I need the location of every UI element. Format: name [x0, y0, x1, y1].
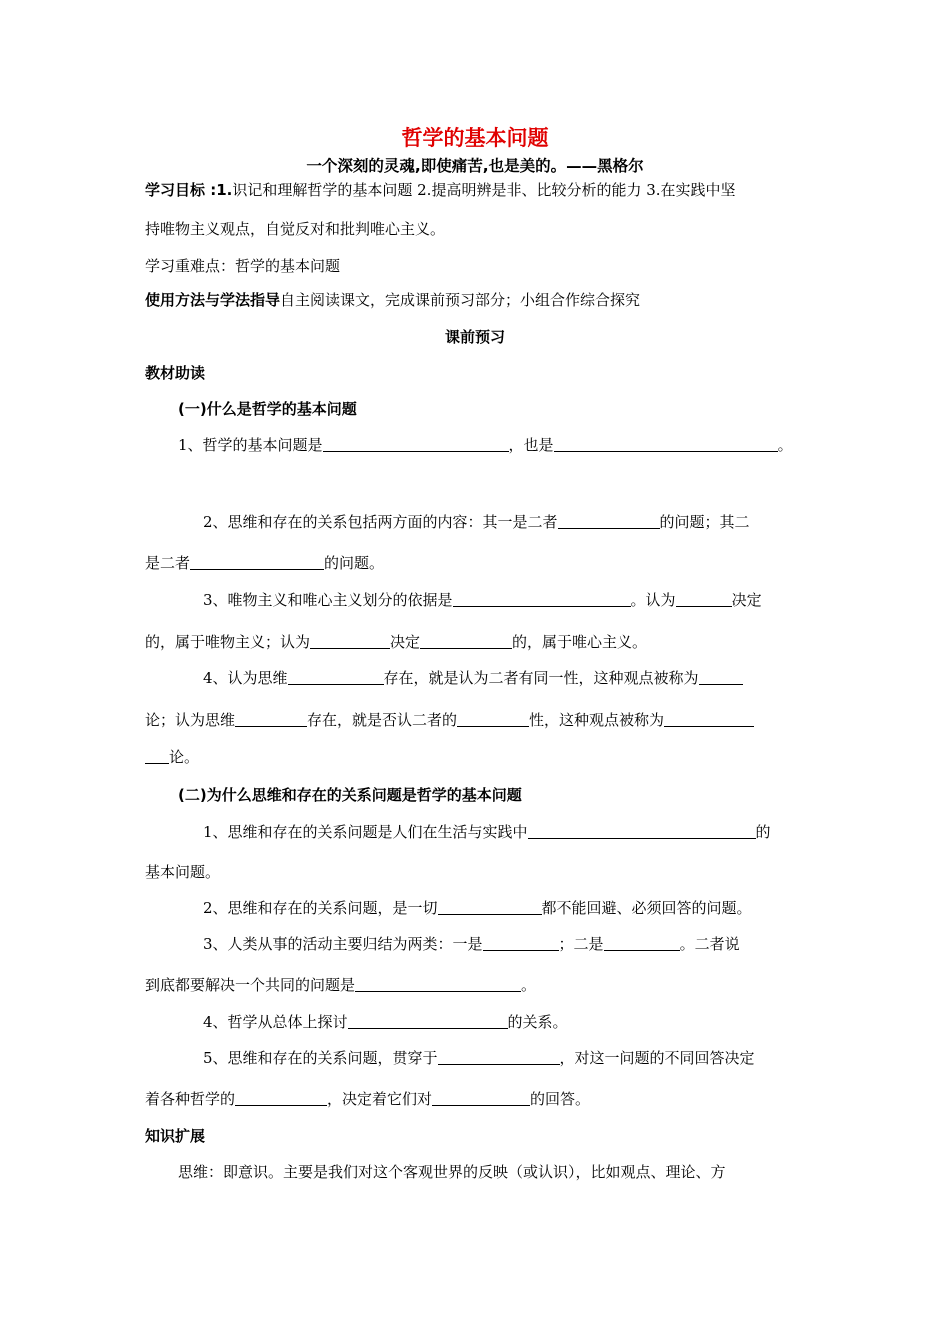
s1-q2-blank-2[interactable] [190, 554, 324, 570]
s2-q1-text-a: 1、思维和存在的关系问题是人们在生活与实践中 [203, 823, 528, 841]
s1-q2-text-b: 的问题；其二 [659, 513, 750, 531]
s1-question-2-line-2 [145, 553, 384, 573]
s1-question-4-line-3 [145, 747, 199, 767]
s2-q3-blank-3[interactable] [355, 976, 521, 992]
s1-q4-blank-5[interactable] [664, 711, 754, 727]
s2-q3-text-d: 到底都要解决一个共同的问题是 [145, 976, 356, 994]
s1-q3-text-a: 3、唯物主义和唯心主义划分的依据是 [203, 591, 453, 609]
s1-q3-text-b: 。认为 [630, 591, 676, 609]
methods-line [145, 290, 640, 310]
learning-goals-line-1 [145, 180, 736, 200]
learning-goals-line-2: 持唯物主义观点，自觉反对和批判唯心主义。 [145, 220, 446, 238]
s1-q1-text-c: 。 [777, 436, 793, 454]
s2-question-4 [203, 1012, 568, 1032]
s1-q4-blank-2[interactable] [699, 669, 743, 685]
s1-q4-text-c: 论；认为思维 [145, 711, 236, 729]
s1-q2-text-d: 的问题。 [324, 554, 385, 572]
s2-question-1-line-1 [203, 822, 771, 842]
quote-subtitle: 一个深刻的灵魂,即使痛苦,也是美的。——黑格尔 [306, 157, 644, 175]
s2-q5-text-b: ，对这一问题的不同回答决定 [559, 1049, 755, 1067]
s2-q3-text-e: 。 [521, 976, 537, 994]
s1-q3-blank-2[interactable] [676, 591, 732, 607]
s2-q5-blank-1[interactable] [438, 1049, 560, 1065]
s2-q2-blank-1[interactable] [438, 899, 542, 915]
s1-q4-blank-1[interactable] [288, 669, 384, 685]
knowledge-text: 思维：即意识。主要是我们对这个客观世界的反映（或认识），比如观点、理论、方 [178, 1163, 726, 1181]
s1-q1-blank-2[interactable] [554, 436, 778, 452]
s1-question-3-line-1 [203, 590, 762, 610]
s1-q1-blank-1[interactable] [323, 436, 509, 452]
s2-q5-text-d: ，决定着它们对 [327, 1090, 433, 1108]
s1-q4-blank-4[interactable] [457, 711, 529, 727]
s1-q4-text-b: 存在，就是认为二者有同一性，这种观点被称为 [383, 669, 699, 687]
s1-q4-text-a: 4、认为思维 [203, 669, 288, 687]
s1-q4-text-d: 存在，就是否认二者的 [307, 711, 458, 729]
methods-label: 使用方法与学法指导 [145, 291, 281, 309]
s2-question-3-line-2 [145, 975, 536, 995]
s1-q3-text-d: 的，属于唯物主义；认为 [145, 633, 311, 651]
s1-q4-blank-5-cont[interactable] [145, 748, 169, 764]
page-title: 哲学的基本问题 [401, 126, 549, 150]
section-1-heading: (一)什么是哲学的基本问题 [178, 400, 357, 418]
s2-q1-text-b: 的 [755, 823, 771, 841]
s1-question-4-line-2 [145, 710, 754, 730]
s2-question-5-line-1 [203, 1048, 755, 1068]
textbook-heading: 教材助读 [145, 364, 206, 382]
s2-q2-text-a: 2、思维和存在的关系问题，是一切 [203, 899, 438, 917]
s2-q4-blank-1[interactable] [348, 1013, 508, 1029]
s2-question-3-line-1 [203, 934, 740, 954]
s1-question-4-line-1 [203, 668, 743, 688]
s2-question-5-line-2 [145, 1089, 590, 1109]
preview-heading: 课前预习 [444, 328, 505, 346]
s1-q1-text-a: 1、哲学的基本问题是 [178, 436, 323, 454]
s2-q5-text-c: 着各种哲学的 [145, 1090, 236, 1108]
s2-question-2 [203, 898, 752, 918]
s2-q4-text-a: 4、哲学从总体上探讨 [203, 1013, 348, 1031]
s1-q3-blank-1[interactable] [453, 591, 631, 607]
s1-question-2-line-1 [203, 512, 750, 532]
s1-q3-text-f: 的，属于唯心主义。 [512, 633, 648, 651]
learning-goals-label: 学习目标 :1. [145, 181, 233, 199]
methods-text: 自主阅读课文，完成课前预习部分；小组合作综合探究 [280, 291, 641, 309]
s1-q3-blank-3[interactable] [310, 633, 390, 649]
s1-q3-blank-4[interactable] [420, 633, 512, 649]
s1-q4-blank-3[interactable] [235, 711, 307, 727]
s2-q5-blank-3[interactable] [432, 1090, 530, 1106]
s2-q3-blank-1[interactable] [483, 935, 559, 951]
s1-q3-text-c: 决定 [731, 591, 762, 609]
s1-q4-text-e: 性，这种观点被称为 [529, 711, 665, 729]
s2-q3-text-a: 3、人类从事的活动主要归结为两类：一是 [203, 935, 483, 953]
s2-q2-text-b: 都不能回避、必须回答的问题。 [541, 899, 752, 917]
s2-q5-text-a: 5、思维和存在的关系问题，贯穿于 [203, 1049, 438, 1067]
s2-q5-text-e: 的回答。 [530, 1090, 591, 1108]
s2-q1-blank-1[interactable] [528, 823, 756, 839]
s1-q2-blank-1[interactable] [558, 513, 660, 529]
s2-q4-text-b: 的关系。 [507, 1013, 568, 1031]
s1-q3-text-e: 决定 [390, 633, 421, 651]
s2-q5-blank-2[interactable] [235, 1090, 327, 1106]
s2-q3-blank-2[interactable] [604, 935, 680, 951]
section-2-heading: (二)为什么思维和存在的关系问题是哲学的基本问题 [178, 786, 522, 804]
s2-question-1-line-2: 基本问题。 [145, 863, 221, 881]
key-points: 学习重难点：哲学的基本问题 [145, 257, 341, 275]
learning-goals-text-1: 识记和理解哲学的基本问题 2.提高明辨是非、比较分析的能力 3.在实践中坚 [232, 181, 736, 199]
s1-question-1 [178, 435, 793, 455]
s1-q2-text-c: 是二者 [145, 554, 191, 572]
knowledge-heading: 知识扩展 [145, 1127, 206, 1145]
s1-q2-text-a: 2、思维和存在的关系包括两方面的内容：其一是二者 [203, 513, 558, 531]
s2-q3-text-c: 。二者说 [679, 935, 740, 953]
s1-q4-text-f: 论。 [169, 748, 200, 766]
s1-q1-text-b: ，也是 [508, 436, 554, 454]
s1-question-3-line-2 [145, 632, 647, 652]
s2-q3-text-b: ；二是 [558, 935, 604, 953]
